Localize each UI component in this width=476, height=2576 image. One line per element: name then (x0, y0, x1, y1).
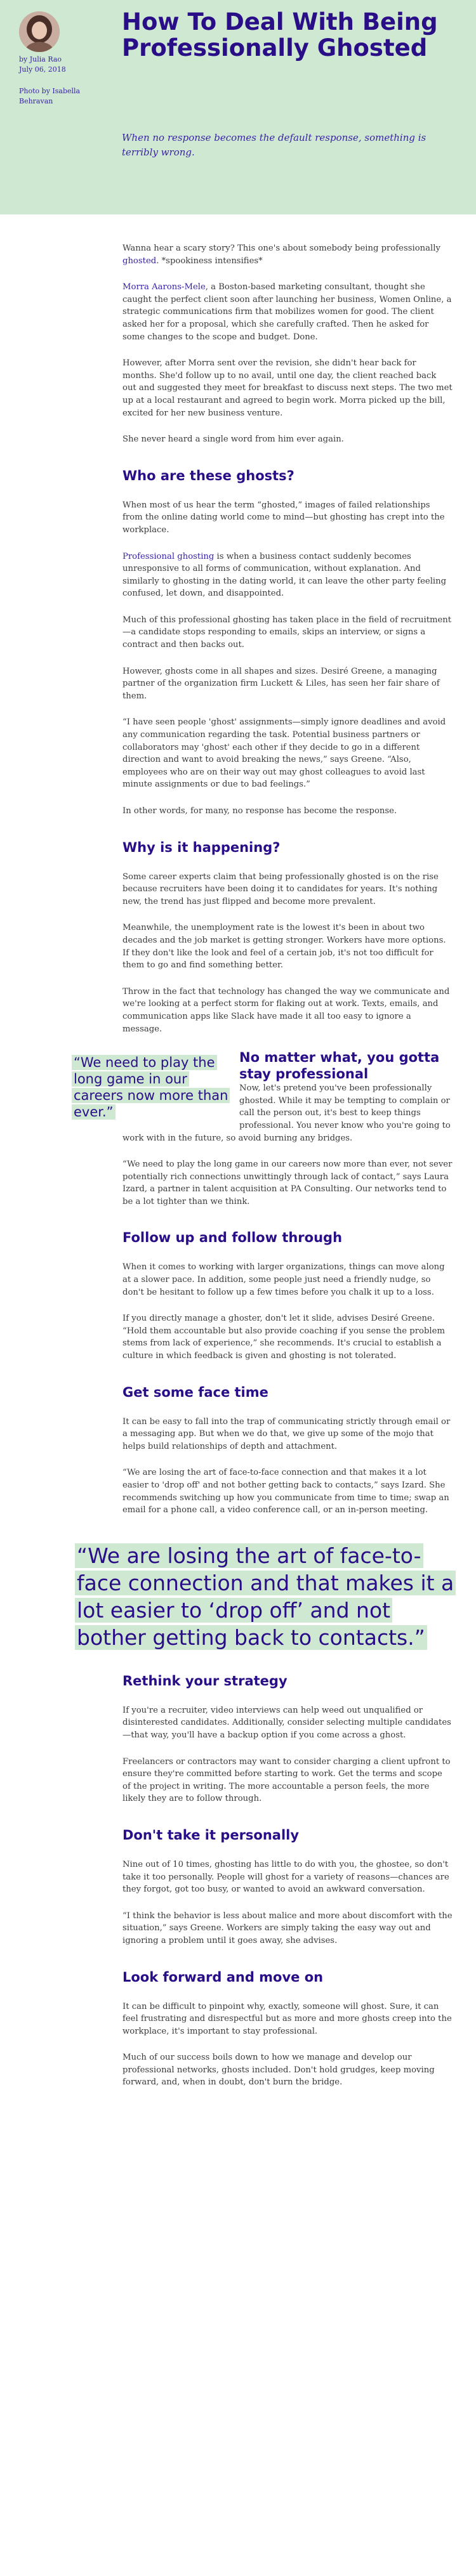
paragraph: When it comes to working with larger organizations, things can move along at a slower pace. In addition, some people just need a friendly nudge, so don't be hesitant to follow up a few times before you chalk it up to a loss. (122, 1262, 445, 1297)
section-heading-move-on: Look forward and move on (122, 1969, 324, 1985)
article-header (0, 0, 476, 214)
paragraph: Freelancers or contractors may want to consider charging a client upfront to ensure they're committed before starting to work. Get the terms and scope of the project in writing. The more accountable a person feels, the more likely they are to follow through. (122, 1756, 451, 1804)
paragraph: Morra Aarons-Mele, a Boston-based marketing consultant, thought she caught the perfect client soon after launching her business, Women Online, a strategic communications firm that mobilizes women for good. The client asked her for a proposal, which she carefully crafted. Then he asked for some changes to the scope and budget. Done. (122, 282, 452, 342)
section-heading-strategy: Rethink your strategy (122, 1673, 288, 1689)
paragraph: “We need to play the long game in our careers now more than ever, not sever potentially rich connections unwittingly through lack of contact,” says Laura Izard, a partner in talent acquisition at PA Consulting. Our networks tend to be a lot tighter than we think. (122, 1160, 453, 1206)
author-avatar[interactable] (19, 11, 60, 52)
paragraph: Throw in the fact that technology has changed the way we communicate and we're looking at a perfect storm for flaking out at work. Texts, emails, and communication apps like Slack have made it all too easy to ignore a message. (122, 986, 450, 1034)
section-heading-face-time: Get some face time (122, 1384, 268, 1400)
paragraph: Much of our success boils down to how we manage and develop our professional networks, ghosts included. Don't hold grudges, keep moving forward, and, when in doubt, don't burn the bridge. (122, 2053, 435, 2088)
paragraph: However, after Morra sent over the revision, she didn't hear back for months. She'd follow up to no avail, until one day, the client reached back out and suggested they meet for breakfast to discuss next steps. The two met up at a local restaurant and agreed to begin work. Morra picked up the bill, excited for her new business venture. (122, 358, 453, 418)
page-subtitle: When no response becomes the default response, something is terribly wrong. (122, 132, 426, 158)
pull-quote-small: “We need to play the long game in our careers now more than ever.” (72, 1054, 230, 1120)
publish-date: July 06, 2018 (19, 65, 66, 74)
paragraph: Meanwhile, the unemployment rate is the lowest it's been in about two decades and the job market is getting stronger. Workers have more options. If they don't like the look and feel of a certain job, it's not too difficult for them to go and find something better. (122, 923, 446, 971)
page-title: How To Deal With Being Professionally Ghosted (122, 8, 438, 62)
article-meta (19, 55, 95, 107)
paragraph: “We are losing the art of face-to-face connection and that makes it a lot easier to 'drop off' and not bother getting back to contacts,” says Izard. She recommends switching up how you communicate from time to time; swap an email for a phone call, a video conference call, or an in-person meeting. (122, 1468, 449, 1515)
professional-ghosting-link[interactable]: Professional ghosting (122, 551, 215, 561)
section-heading-professional: No matter what, you gotta stay professional (239, 1050, 440, 1082)
section-heading-follow-up: Follow up and follow through (122, 1230, 343, 1246)
paragraph: Wanna hear a scary story? This one's about somebody being professionally ghosted. *spookiness intensifies* (122, 244, 440, 266)
pull-quote-large: “We are losing the art of face-to-face connection and that makes it a lot easier to ‘drop off’ and not bother getting back to contacts.” (75, 1542, 462, 1651)
ghosted-link[interactable]: ghosted (122, 256, 157, 266)
paragraph: It can be easy to fall into the trap of communicating strictly through email or a messaging app. But when we do that, we give up some of the mojo that helps build relationships of depth and attachment. (122, 1416, 451, 1451)
paragraph: In other words, for many, no response has become the response. (122, 806, 397, 816)
paragraph: When most of us hear the term “ghosted,” images of failed relationships from the online dating world come to mind—but ghosting has crept into the workplace. (122, 500, 445, 535)
paragraph: If you directly manage a ghoster, don't let it slide, advises Desiré Greene. “Hold them accountable but also provide coaching if you sense the problem stems from lack of experience,” she recommends. It's crucial to establish a culture in which feedback is given and ghosting is not tolerated. (122, 1314, 445, 1361)
morra-aarons-mele-link[interactable]: Morra Aarons-Mele (122, 282, 206, 292)
paragraph: It can be difficult to pinpoint why, exactly, someone will ghost. Sure, it can feel frustrating and disrespectful but as more and more ghosts creep into the workplace, it's important to stay professional. (122, 2001, 452, 2036)
paragraph: She never heard a single word from him ever again. (122, 435, 344, 445)
paragraph: “I think the behavior is less about malice and more about discomfort with the situation,” says Greene. Workers are simply taking the easy way out and ignoring a problem until it goes away, she advises. (122, 1911, 453, 1945)
paragraph: Now, let's pretend you've been professionally ghosted. While it may be tempting to complain or call the person out, it's best to keep things professional. You never know who you're going to work with in the future, so avoid burning any bridges. (122, 1083, 451, 1143)
paragraph: However, ghosts come in all shapes and sizes. Desiré Greene, a managing partner of the organization firm Luckett & Liles, has seen her fair share of them. (122, 666, 440, 701)
paragraph: If you're a recruiter, video interviews can help weed out unqualified or disinterested candidates. Additionally, consider selecting multiple candidates—that way, you'll have a backup option if you come across a ghost. (122, 1705, 451, 1740)
author-byline[interactable]: by Julia Rao (19, 55, 62, 63)
paragraph: Much of this professional ghosting has taken place in the field of recruitment—a candidate stops responding to emails, skips an interview, or signs a contract and then backs out. (122, 615, 452, 650)
photo-credit: Photo by Isabella Behravan (19, 87, 81, 105)
article-body (74, 242, 454, 2103)
paragraph: “I have seen people 'ghost' assignments—simply ignore deadlines and avoid any communication regarding the task. Potential business partners or collaborators may 'ghost' each other if they decide to go in a different direction and want to avoid breaking the news,” says Greene. “Also, employees who are on their way out may ghost colleagues to avoid last minute assignments or due to bad feelings.” (122, 717, 446, 790)
section-heading-ghosts: Who are these ghosts? (122, 467, 294, 483)
section-heading-personally: Don't take it personally (122, 1827, 300, 1843)
paragraph: Nine out of 10 times, ghosting has little to do with you, the ghostee, so don't take it too personally. People will ghost for a variety of reasons—chances are they forgot, got too busy, or wanted to avoid an awkward conversation. (122, 1859, 449, 1895)
paragraph: Some career experts claim that being professionally ghosted is on the rise because recruiters have been doing it to candidates for years. It's nothing new, the trend has just flipped and become more prevalent. (122, 872, 439, 906)
paragraph: Professional ghosting is when a business contact suddenly becomes unresponsive to all forms of communication, without explanation. And similarly to ghosting in the dating world, it can leave the other party feeling confused, let down, and disappointed. (122, 551, 447, 599)
section-heading-why: Why is it happening? (122, 839, 281, 855)
